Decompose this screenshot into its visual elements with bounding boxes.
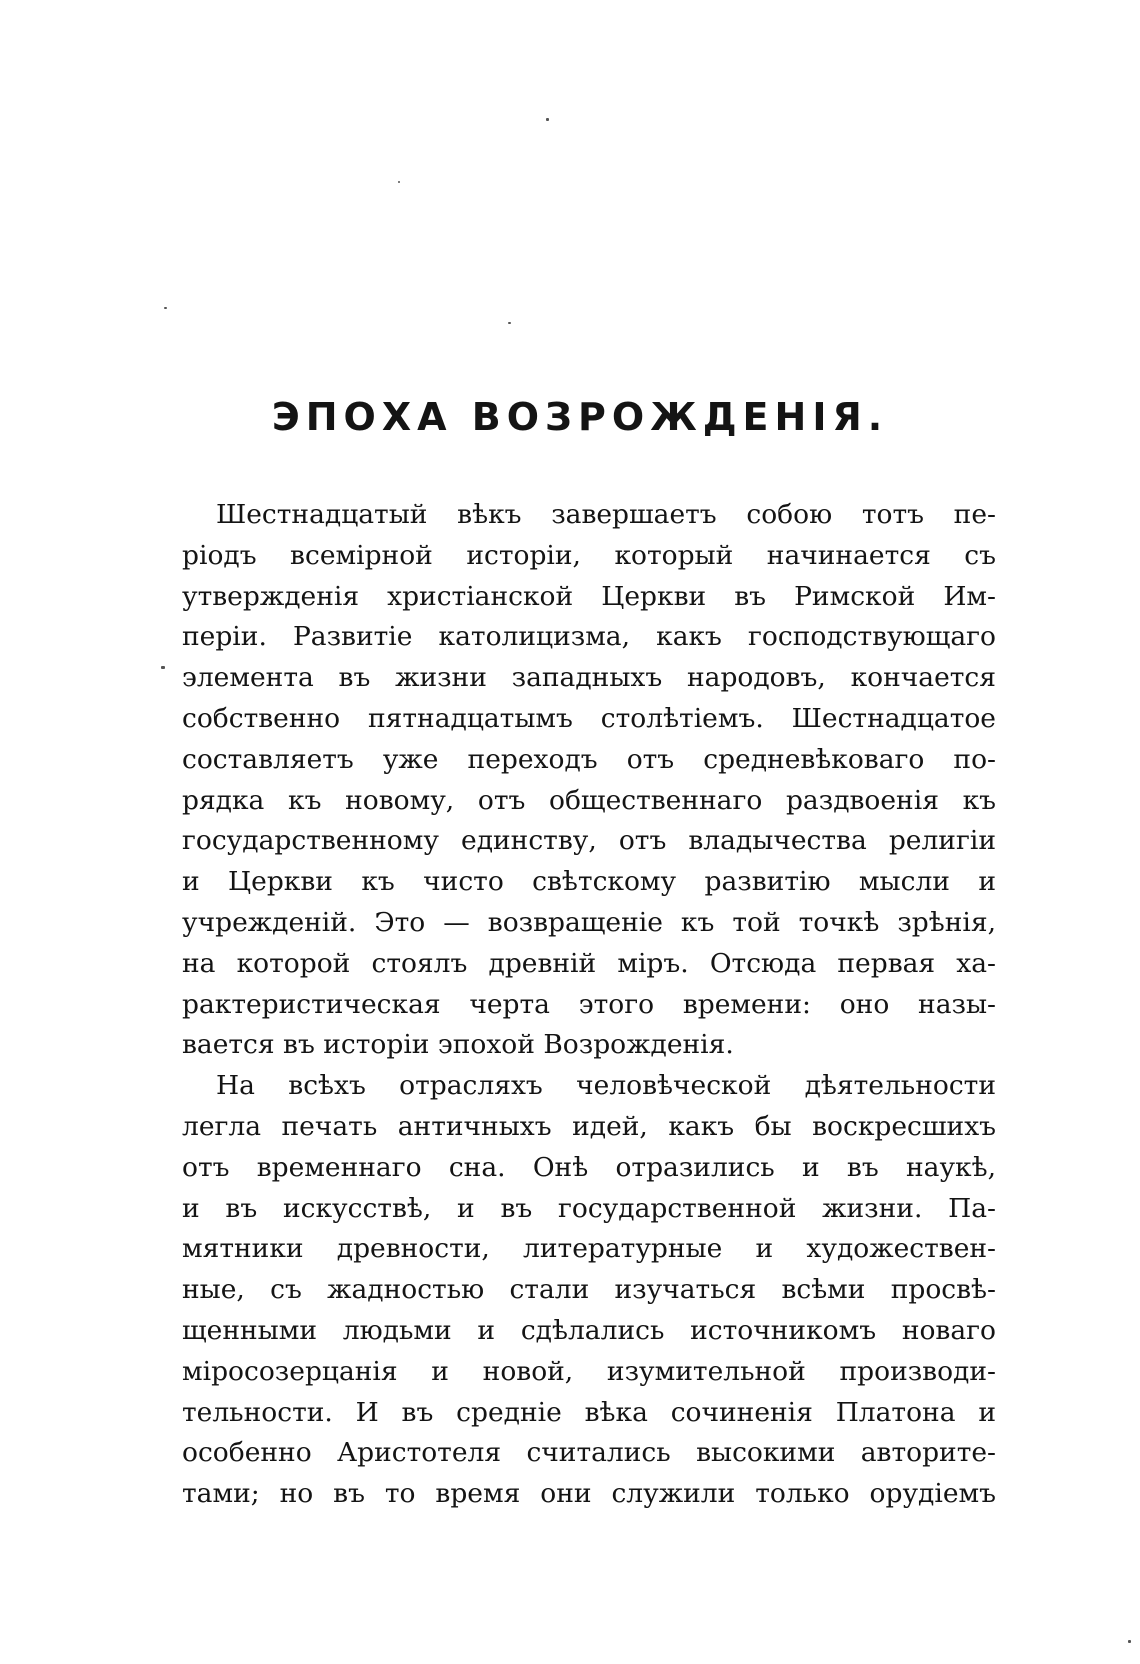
text-line: ріодъ всемірной исторіи, который начинается съ	[182, 539, 996, 571]
text-line: На всѣхъ отрасляхъ человѣческой дѣятельности	[216, 1070, 996, 1102]
scan-speck	[161, 666, 165, 669]
text-line: мятники древности, литературные и художествен-	[182, 1233, 996, 1265]
text-line: собственно пятнадцатымъ столѣтіемъ. Шестнадцатое	[182, 702, 996, 734]
text-line: составляетъ уже переходъ отъ средневѣковаго по-	[182, 743, 996, 775]
text-line: тами; но въ то время они служили только орудіемъ	[182, 1478, 996, 1510]
text-line: и въ искусствѣ, и въ государственной жизни. Па-	[182, 1192, 996, 1224]
text-line: періи. Развитіе католицизма, какъ господствующаго	[182, 621, 996, 653]
scan-speck	[546, 118, 549, 121]
text-line: государственному единству, отъ владычества религіи	[182, 825, 996, 857]
text-line: тельности. И въ средніе вѣка сочиненія Платона и	[182, 1396, 996, 1428]
text-line: элемента въ жизни западныхъ народовъ, кончается	[182, 662, 996, 694]
text-line: Шестнадцатый вѣкъ завершаетъ собою тотъ пе-	[216, 499, 996, 530]
text-line: міросозерцанія и новой, изумительной производи-	[182, 1355, 996, 1387]
text-line: и Церкви къ чисто свѣтскому развитію мысли и	[182, 866, 996, 898]
paragraph	[182, 495, 996, 1066]
text-line: ные, съ жадностью стали изучаться всѣми просвѣ-	[182, 1274, 996, 1306]
text-line: рактеристическая черта этого времени: оно назы-	[182, 988, 996, 1020]
scan-speck	[164, 307, 167, 309]
scan-speck	[1128, 1640, 1131, 1643]
scan-speck	[398, 181, 400, 183]
scan-speck	[508, 322, 511, 324]
text-line: вается въ исторіи эпохой Возрожденія.	[182, 1029, 734, 1061]
text-line: рядка къ новому, отъ общественнаго раздвоенія къ	[182, 784, 996, 816]
text-line: утвержденія христіанской Церкви въ Римской Им-	[182, 580, 996, 612]
chapter-title: ЭПОХА ВОЗРОЖДЕНІЯ.	[271, 395, 889, 439]
text-line: легла печать античныхъ идей, какъ бы воскресшихъ	[182, 1110, 996, 1142]
text-line: отъ временнаго сна. Онѣ отразились и въ наукѣ,	[182, 1151, 996, 1183]
text-line: на которой стоялъ древній міръ. Отсюда первая ха-	[182, 947, 996, 979]
text-line: учрежденій. Это — возвращеніе къ той точкѣ зрѣнія,	[182, 906, 996, 938]
text-line: особенно Аристотеля считались высокими авторите-	[182, 1437, 996, 1469]
text-line: щенными людьми и сдѣлались источникомъ новаго	[182, 1314, 996, 1346]
body-text	[182, 495, 996, 1515]
paragraph	[182, 1066, 996, 1515]
